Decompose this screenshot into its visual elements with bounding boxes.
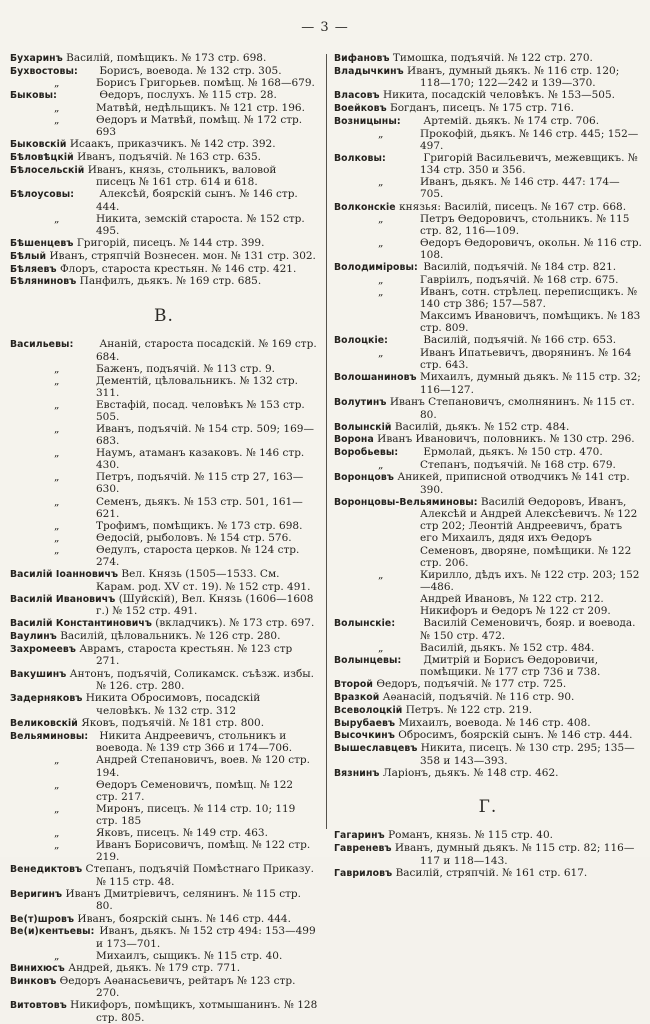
entry-surname: Гагаринъ [334, 830, 385, 842]
entry-surname: Волынскіе: [334, 617, 396, 629]
entry-text: Яковъ, писецъ. № 149 стр. 463. [96, 826, 268, 839]
entry-text: Артемій. дьякъ. № 174 стр. 706. [423, 114, 600, 127]
index-entry [10, 863, 318, 888]
entry-surname: Ворона [334, 434, 374, 446]
entry-text: Миронъ, писецъ. № 114 стр. 10; 119 стр. 185 [96, 802, 296, 827]
entry-surname: Василій Іоанновичъ [10, 568, 119, 580]
index-entry [334, 52, 642, 65]
entry-text: Василій Семеновичъ, бояр. и воевода. № 150 стр. 472. [420, 616, 636, 642]
entry-surname: Бухвостовы: [10, 65, 78, 77]
entry-text: Романъ, князь. № 115 стр. 40. [388, 829, 553, 842]
ditto-mark: „ [54, 399, 60, 411]
ditto-mark: „ [54, 802, 60, 815]
entry-surname: Гавреневъ [334, 843, 392, 854]
entry-text: Прокофій, дьякъ. № 146 стр. 445; 152—497. [420, 127, 639, 152]
index-entry [10, 617, 318, 630]
index-entry [10, 399, 318, 423]
index-column-left [10, 52, 318, 1024]
index-entry [10, 532, 318, 544]
entry-surname: Василій Константиновичъ [10, 618, 152, 630]
page-number: — 3 — [301, 20, 349, 35]
index-entry [334, 829, 642, 842]
entry-text: Исаакъ, приказчикъ. № 142 стр. 392. [69, 138, 276, 151]
entry-surname: Второй [334, 679, 374, 691]
index-entry [10, 102, 318, 114]
index-column-right [334, 52, 642, 1024]
index-entry [334, 678, 642, 691]
ditto-mark: „ [54, 543, 60, 556]
entry-surname: Волоцкіе: [334, 335, 388, 347]
entry-surname: Воейковъ [334, 103, 387, 115]
ditto-mark: „ [378, 641, 384, 654]
entry-text: Петръ. № 122 стр. 219. [405, 703, 533, 716]
ditto-mark: „ [378, 568, 384, 581]
ditto-mark: „ [54, 471, 60, 484]
entry-surname: Бѣлосельскій [10, 164, 85, 176]
entry-text: Василій, подъячій. № 184 стр. 821. [423, 261, 617, 274]
entry-surname: Витовтовъ [10, 1000, 67, 1012]
entry-surname: Вифановъ [334, 53, 390, 64]
index-entry [10, 275, 318, 288]
entry-text: Ѳедоръ, послухъ. № 115 стр. 28. [99, 89, 277, 102]
index-entry [10, 692, 318, 717]
entry-text: Панфилъ, дьякъ. № 169 стр. 685. [79, 275, 262, 288]
index-entry [334, 274, 642, 286]
index-entry [334, 286, 642, 310]
index-entry [10, 643, 318, 668]
entry-text: Евстафій, посад. человѣкъ № 153 стр. 505. [96, 399, 305, 424]
index-entry [334, 421, 642, 434]
entry-text: Василій, дьякъ. № 152 стр. 484. [420, 641, 595, 654]
entry-surname: Всеволоцкій [334, 704, 403, 716]
index-entry [334, 471, 642, 496]
entry-text: Василій, стряпчій. № 161 стр. 617. [395, 866, 588, 879]
entry-text: Андрей, дьякъ. № 179 стр. 771. [68, 962, 241, 974]
entry-text: Петръ Ѳедоровичъ, стольникъ. № 115 стр. 82, 116—109. [420, 213, 630, 238]
ditto-mark: „ [54, 519, 60, 532]
ditto-mark: „ [54, 213, 60, 226]
index-entry [10, 717, 318, 730]
index-entry [10, 827, 318, 839]
index-entry [10, 839, 318, 863]
ditto-mark: „ [54, 754, 60, 767]
ditto-mark: „ [54, 423, 60, 436]
index-entry [334, 767, 642, 780]
index-entry [10, 630, 318, 643]
entry-text: Иванъ Борисовичъ, помѣщ. № 122 стр. 219. [96, 838, 311, 863]
ditto-mark: „ [378, 274, 384, 287]
ditto-mark: „ [54, 447, 60, 460]
entry-text: князья: Василій, писецъ. № 167 стр. 668. [399, 200, 627, 213]
entry-text: Иванъ, князь, стольникъ, валовой писецъ № 161 стр. 614 и 618. [87, 163, 277, 189]
ditto-mark: „ [378, 286, 384, 299]
entry-text: Иванъ, сотн. стрѣлец. переписщикъ. № 140 стр 386; 157—587. [420, 286, 638, 311]
entry-text: Андрей Ивановъ, № 122 стр. 212. [420, 592, 604, 605]
entry-surname: Винихюсъ [10, 963, 65, 974]
entry-surname: Володиміровы: [334, 262, 418, 274]
entry-surname: Бухаринъ [10, 53, 63, 64]
entry-text: Борисъ, воевода. № 132 стр. 305. [99, 64, 282, 77]
entry-surname: Волошаниновъ [334, 372, 417, 384]
index-entry [10, 375, 318, 399]
ditto-mark: „ [54, 114, 60, 127]
index-entry [334, 433, 642, 446]
entry-text: Ѳедоръ Семеновичъ, помѣщ. № 122 стр. 217. [96, 778, 294, 803]
index-entry [334, 347, 642, 371]
entry-text: Степанъ, подъячій. № 168 стр. 679. [420, 458, 616, 471]
index-entry [334, 617, 642, 642]
index-entry [10, 925, 318, 950]
entry-surname: Вельяминовы: [10, 730, 89, 742]
entry-surname: Василій Ивановичъ [10, 593, 116, 605]
ditto-mark: „ [54, 495, 60, 508]
ditto-mark: „ [378, 347, 384, 360]
entry-surname: Быковскій [10, 139, 67, 151]
entry-text: Никита Обросимовъ, посадскій человѣкъ. № 132 стр. 312 [85, 692, 261, 717]
index-entry [10, 237, 318, 250]
entry-surname: Винковъ [10, 975, 57, 987]
ditto-mark: „ [54, 362, 60, 375]
entry-surname: Гавриловъ [334, 867, 393, 879]
index-entry [10, 188, 318, 213]
entry-text: Ѳедоръ и Матвѣй, помѣщ. № 172 стр. 693 [96, 114, 303, 139]
entry-surname: Бѣлый [10, 251, 47, 262]
ditto-mark: „ [54, 778, 60, 791]
entry-text: Трофимъ, помѣщикъ. № 173 стр. 698. [96, 519, 303, 532]
index-entry [334, 334, 642, 347]
entry-text: Ѳедоръ Ѳедоровичъ, окольн. № 116 стр. 108. [420, 237, 642, 262]
entry-text: Обросимъ, боярскій сынъ. № 146 стр. 444. [398, 729, 633, 742]
entry-text: Никита Андреевичъ, стольникъ и воевода. № 139 стр 366 и 174—706. [96, 729, 293, 755]
index-entry [334, 446, 642, 459]
index-entry [10, 471, 318, 495]
index-entry [334, 176, 642, 200]
index-entry [10, 568, 318, 593]
entry-text: Степанъ, подъячій Помѣстнаго Приказу. № 115 стр. 48. [85, 863, 314, 888]
index-entry [10, 77, 318, 89]
index-entry [334, 213, 642, 237]
ditto-mark: „ [378, 176, 384, 189]
entry-surname: Захромеевъ [10, 643, 76, 655]
entry-text: Яковъ, подъячій. № 181 стр. 800. [81, 717, 265, 729]
entry-surname: Вакушинъ [10, 668, 67, 680]
entry-text: Борисъ Григорьев. помѣщ. № 168—679. [96, 77, 315, 90]
index-entry [10, 779, 318, 803]
index-entry [334, 371, 642, 396]
entry-surname: Бѣловѣцкій [10, 152, 74, 163]
entry-text: Баженъ, подъячій. № 113 стр. 9. [96, 362, 276, 375]
ditto-mark: „ [54, 77, 60, 90]
entry-text: Иванъ Степановичъ, смолнянинъ. № 115 ст. 80. [389, 396, 635, 421]
entry-text: Михаилъ, воевода. № 146 стр. 408. [398, 716, 591, 729]
entry-text: Матвѣй, недѣльщикъ. № 121 стр. 196. [96, 102, 305, 115]
ditto-mark: „ [54, 531, 60, 544]
entry-text: Иванъ, подъячій. № 163 стр. 635. [77, 151, 261, 163]
index-entry [10, 975, 318, 1000]
index-entry [334, 65, 642, 90]
entry-text: Никита, земскій староста. № 152 стр. 495. [96, 213, 305, 238]
index-entry [10, 89, 318, 102]
index-entry [10, 593, 318, 618]
entry-text: Алексѣй, боярскій сынъ. № 146 стр. 444. [96, 188, 298, 214]
entry-text: Иванъ Ипатьевичъ, дворянинъ. № 164 стр. 643. [420, 347, 632, 372]
entry-text: Никифоръ, помѣщикъ, хотмышанинъ. № 128 стр. 805. [70, 999, 318, 1024]
entry-text: Флоръ, староста крестьян. № 146 стр. 421. [59, 262, 297, 275]
section-header: Г. [478, 797, 498, 818]
index-entry [334, 496, 642, 569]
entry-text: Вел. Князь (1505—1533. См. Карам. род. XV ст. 19). № 152 стр. 491. [96, 567, 311, 593]
index-entry [10, 65, 318, 78]
index-entry [10, 52, 318, 65]
ditto-mark: „ [54, 826, 60, 839]
index-entry [10, 263, 318, 276]
entry-surname: Воронцовы-Вельяминовы: [334, 496, 478, 508]
entry-text: Григорій Васильевичъ, межевщикъ. № 134 стр. 350 и 356. [420, 151, 638, 177]
entry-text: (Шуйскій), Вел. Князь (1606—1608 г.) № 152 стр. 491. [96, 592, 314, 618]
entry-surname: Власовъ [334, 90, 380, 102]
entry-surname: Волутинъ [334, 397, 387, 408]
index-entry [10, 114, 318, 138]
entry-surname: Бѣшенцевъ [10, 238, 74, 250]
entry-text: Ананій, староста посадскій. № 169 стр. 684. [96, 338, 317, 363]
entry-surname: Ве(и)кентьевы: [10, 926, 95, 938]
index-entry [334, 396, 642, 421]
entry-text: Семенъ, дьякъ. № 153 стр. 501, 161—621. [96, 495, 303, 520]
entry-text: Василій, цѣловальникъ. № 126 стр. 280. [60, 630, 281, 643]
entry-text: Аврамъ, староста крестьян. № 123 стр 271. [79, 642, 293, 668]
entry-text: Ѳедосій, рыболовъ. № 154 стр. 576. [96, 531, 292, 544]
entry-text: Ермолай, дьякъ. № 150 стр. 470. [423, 446, 603, 459]
entry-surname: Великовскій [10, 718, 78, 729]
ditto-mark: „ [378, 237, 384, 250]
entry-surname: Ве(т)шровъ [10, 913, 75, 925]
index-entry [334, 704, 642, 717]
index-entry [10, 888, 318, 913]
entry-surname: Ваулинъ [10, 631, 57, 643]
index-entry [334, 201, 642, 214]
section-header: В. [154, 306, 174, 327]
entry-surname: Венедиктовъ [10, 864, 83, 875]
entry-surname: Владычкинъ [334, 65, 404, 77]
index-entry [10, 668, 318, 693]
entry-text: Иванъ, думный дьякъ. № 115 стр. 82; 116—117 и 118—143. [394, 842, 635, 867]
ditto-mark: „ [378, 458, 384, 471]
entry-text: Василій, помѣщикъ. № 173 стр. 698. [66, 52, 267, 64]
entry-text: Кирилло, дѣдъ ихъ. № 122 стр. 203; 152—486. [420, 568, 640, 593]
index-entry [334, 115, 642, 128]
entry-text: Петръ, подъячій. № 115 стр 27, 163—630. [96, 471, 304, 496]
index-entry [334, 605, 642, 617]
ditto-mark: „ [378, 213, 384, 226]
index-entry [10, 164, 318, 189]
entry-text: Иванъ, думный дьякъ. № 116 стр. 120; 118—170; 122—242 и 139—370. [407, 64, 620, 90]
entry-text: Иванъ, дьякъ. № 146 стр. 447: 174—705. [420, 176, 620, 201]
index-entry [10, 803, 318, 827]
index-entry [10, 950, 318, 962]
entry-text: Василій, дьякъ. № 152 стр. 484. [394, 420, 570, 433]
index-entry [334, 717, 642, 730]
ditto-mark: „ [54, 374, 60, 387]
entry-text: Дементій, цѣловальникъ. № 132 стр. 311. [96, 374, 298, 399]
index-entry [334, 128, 642, 152]
entry-surname: Возницыны: [334, 115, 401, 127]
index-columns [10, 52, 642, 1024]
entry-surname: Воронцовъ [334, 471, 394, 483]
index-entry [10, 754, 318, 778]
entry-text: Иванъ, подъячій. № 154 стр. 509; 169—683. [96, 423, 314, 448]
entry-text: (вкладчикъ). № 173 стр. 697. [155, 617, 315, 630]
index-entry [334, 642, 642, 654]
index-entry [10, 730, 318, 755]
entry-text: Наумъ, атаманъ казаковъ. № 146 стр. 430. [96, 447, 305, 472]
entry-surname: Вразкой [334, 692, 380, 704]
index-entry [334, 152, 642, 177]
entry-text: Дмитрій и Борисъ Ѳедоровичи, помѣщики. № 177 стр 736 и 738. [420, 653, 601, 679]
entry-surname: Быковы: [10, 90, 57, 102]
entry-text: Ѳедоръ, подъячій. № 177 стр. 725. [376, 678, 567, 691]
entry-text: Иванъ Дмитріевичъ, селянинъ. № 115 стр. 80. [65, 887, 301, 913]
index-entry [334, 459, 642, 471]
entry-surname: Волынцевы: [334, 654, 402, 666]
entry-text: Василій Ѳедоровъ, Иванъ, Алексѣй и Андрей Алексѣевичъ. № 122 стр 202; Леонтій Андреевичъ, братъ его Михаилъ, дядя ихъ Ѳедоръ Семеновъ, дворяне, помѣщики. № 122 стр. 206. [420, 495, 638, 569]
index-entry [334, 261, 642, 274]
index-entry [10, 520, 318, 532]
entry-text: Андрей Степановичъ, воев. № 120 стр. 194. [96, 754, 310, 779]
index-entry [10, 544, 318, 568]
index-entry [10, 999, 318, 1024]
index-entry [334, 89, 642, 102]
entry-text: Михаилъ, сыщикъ. № 115 стр. 40. [96, 949, 283, 962]
entry-text: Гавріилъ, подъячій. № 168 стр. 675. [420, 274, 619, 287]
index-entry [334, 102, 642, 115]
index-entry [334, 842, 642, 867]
entry-text: Ѳедулъ, староста церков. № 124 стр. 274. [96, 543, 300, 568]
index-entry [334, 654, 642, 679]
index-entry [10, 138, 318, 151]
index-entry [10, 423, 318, 447]
index-entry [334, 593, 642, 605]
entry-surname: Бѣляевъ [10, 263, 57, 275]
index-entry [10, 496, 318, 520]
entry-surname: Вырубаевъ [334, 717, 396, 729]
entry-text: Иванъ Ивановичъ, половникъ. № 130 стр. 296. [377, 433, 635, 446]
index-entry [334, 237, 642, 261]
index-entry [10, 250, 318, 263]
entry-text: Ѳедоръ Аѳанасьевичъ, рейтаръ № 123 стр. 270. [59, 974, 296, 1000]
entry-text: Никифоръ и Ѳедоръ № 122 ст 209. [420, 604, 611, 617]
entry-text: Тимошка, подъячій. № 122 стр. 270. [392, 52, 593, 64]
entry-text: Михаилъ, думный дьякъ. № 115 стр. 32; 116—127. [419, 371, 641, 396]
entry-text: Иванъ, стряпчій Вознесен. мон. № 131 стр. 302. [49, 250, 316, 262]
entry-text: Антонъ, подъячій, Соликамск. съѣзж. избы. № 126. стр. 280. [69, 667, 314, 693]
entry-text: Никита, писецъ. № 130 стр. 295; 135—358 и 143—393. [420, 741, 635, 767]
entry-surname: Вязнинъ [334, 767, 380, 779]
entry-surname: Волынскій [334, 421, 392, 433]
entry-surname: Веригинъ [10, 888, 63, 900]
entry-surname: Бѣляниновъ [10, 276, 77, 288]
index-entry [10, 363, 318, 375]
index-entry [10, 447, 318, 471]
entry-surname: Воробьевы: [334, 447, 399, 459]
entry-text: Аникей, приписной отводчикъ № 141 стр. 390. [397, 470, 630, 496]
entry-text: Ларіонъ, дьякъ. № 148 стр. 462. [382, 766, 559, 779]
entry-surname: Вышеславцевъ [334, 742, 418, 754]
index-entry [10, 338, 318, 363]
entry-surname: Задерняковъ [10, 693, 83, 705]
entry-surname: Высочкинъ [334, 730, 395, 742]
entry-surname: Волконскіе [334, 201, 396, 213]
index-entry [334, 691, 642, 704]
index-entry [334, 310, 642, 334]
index-entry [10, 151, 318, 164]
ditto-mark: „ [54, 949, 60, 962]
entry-surname: Волковы: [334, 152, 386, 164]
entry-text: Аѳанасій, подъячій. № 116 стр. 90. [382, 691, 575, 704]
entry-text: Богданъ, писецъ. № 175 стр. 716. [390, 102, 574, 115]
index-entry [334, 729, 642, 742]
index-entry [10, 213, 318, 237]
entry-text: Григорій, писецъ. № 144 стр. 399. [76, 237, 265, 250]
index-entry [334, 742, 642, 767]
index-entry [334, 867, 642, 880]
entry-text: Иванъ, дьякъ. № 152 стр 494: 153—499 и 173—701. [96, 925, 316, 950]
entry-text: Иванъ, боярскій сынъ. № 146 стр. 444. [77, 912, 291, 925]
ditto-mark: „ [54, 838, 60, 851]
ditto-mark: „ [378, 127, 384, 140]
ditto-mark: „ [54, 102, 60, 115]
entry-surname: Бѣлоусовы: [10, 189, 75, 201]
index-entry [334, 569, 642, 593]
entry-surname: Васильевы: [10, 339, 74, 351]
entry-text: Максимъ Ивановичъ, помѣщикъ. № 183 стр. 809. [420, 310, 641, 335]
entry-text: Василій, подъячій. № 166 стр. 653. [423, 334, 617, 347]
index-entry [10, 962, 318, 975]
index-entry [10, 913, 318, 926]
entry-text: Никита, посадскій человѣкъ. № 153—505. [382, 89, 616, 102]
